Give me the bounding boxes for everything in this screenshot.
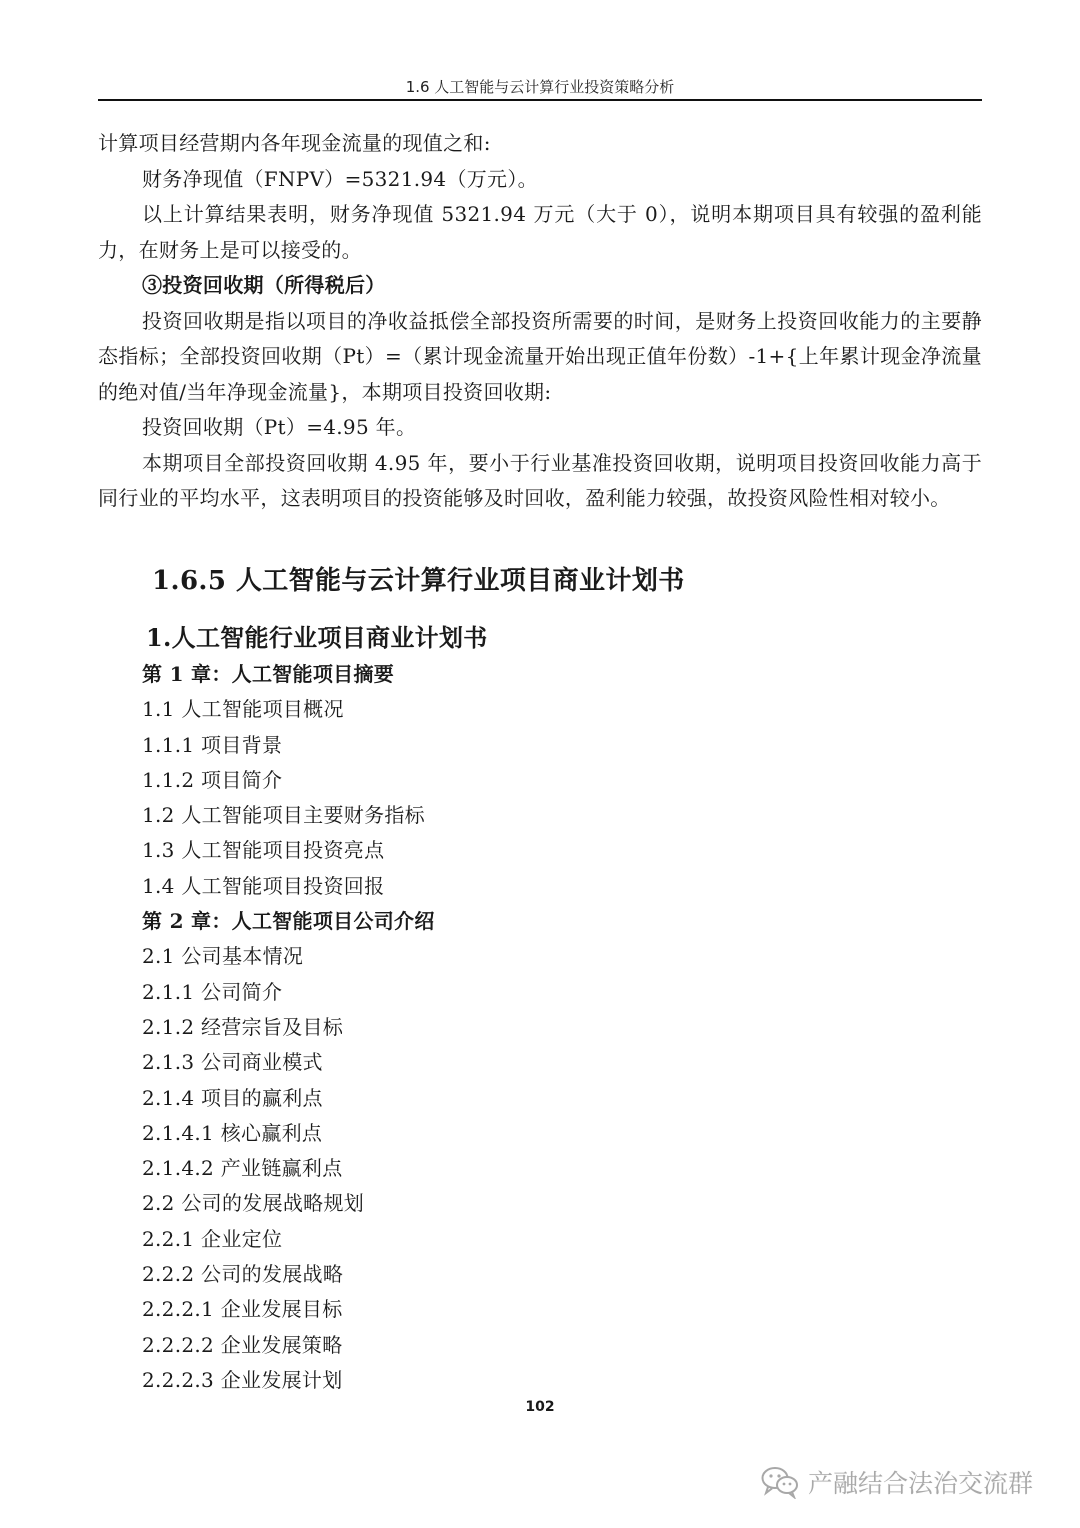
header-rule [98,99,982,101]
toc-item: 2.2.2.1 企业发展目标 [142,1297,343,1322]
paragraph: 财务净现值（FNPV）=5321.94（万元）。 [142,166,538,191]
toc-chapter: 第 1 章：人工智能项目摘要 [142,662,395,686]
toc-item: 2.1 公司基本情况 [142,944,304,969]
toc-item: 2.1.1 公司简介 [142,979,283,1004]
watermark [760,1462,1033,1502]
table-of-contents [142,657,942,1398]
wechat-icon [760,1465,800,1499]
paragraph: 投资回收期是指以项目的净收益抵偿全部投资所需要的时间，是财务上投资回收能力的主要静态指标；全部投资回收期（Pt）=（累计现金流量开始出现正值年份数）-1+{上年累计现金净流量的绝对值/当年净现金流量}，本期项目投资回收期: [98,308,982,404]
running-header: 1.6 人工智能与云计算行业投资策略分析 [405,78,675,96]
toc-item: 2.2.2.3 企业发展计划 [142,1367,343,1392]
toc-chapter: 第 2 章：人工智能项目公司介绍 [142,909,435,934]
toc-item: 1.2 人工智能项目主要财务指标 [142,803,425,828]
paragraph: 投资回收期（Pt）=4.95 年。 [142,415,417,439]
subsection-heading: 1.人工智能行业项目商业计划书 [146,623,488,652]
paragraph-heading: ③投资回收期（所得税后） [142,273,386,297]
paragraph: 以上计算结果表明，财务净现值 5321.94 万元（大于 0），说明本期项目具有较强的盈利能力，在财务上是可以接受的。 [98,202,982,262]
toc-item: 2.1.3 公司商业模式 [142,1050,323,1075]
watermark-text: 产融结合法治交流群 [808,1469,1034,1498]
page-number: 102 [525,1399,555,1415]
paragraph: 计算项目经营期内各年现金流量的现值之和: [98,131,491,155]
toc-item: 1.1.1 项目背景 [142,732,283,757]
section-heading: 1.6.5 人工智能与云计算行业项目商业计划书 [152,566,685,596]
toc-item: 1.1.2 项目简介 [142,767,283,792]
toc-item: 2.2 公司的发展战略规划 [142,1191,365,1216]
paragraph: 本期项目全部投资回收期 4.95 年，要小于行业基准投资回收期，说明项目投资回收能力高于同行业的平均水平，这表明项目的投资能够及时回收，盈利能力较强，故投资风险性相对较小。 [98,450,982,510]
toc-item: 1.1 人工智能项目概况 [142,697,344,722]
toc-item: 2.2.2.2 企业发展策略 [142,1332,343,1357]
toc-item: 1.3 人工智能项目投资亮点 [142,838,385,863]
toc-item: 2.1.4 项目的赢利点 [142,1085,323,1110]
toc-item: 2.2.2 公司的发展战略 [142,1262,344,1287]
toc-item: 1.4 人工智能项目投资回报 [142,873,385,898]
toc-item: 2.1.2 经营宗旨及目标 [142,1014,344,1039]
body-text [98,126,982,517]
toc-item: 2.1.4.2 产业链赢利点 [142,1156,343,1181]
toc-item: 2.2.1 企业定位 [142,1226,283,1251]
toc-item: 2.1.4.1 核心赢利点 [142,1120,323,1145]
